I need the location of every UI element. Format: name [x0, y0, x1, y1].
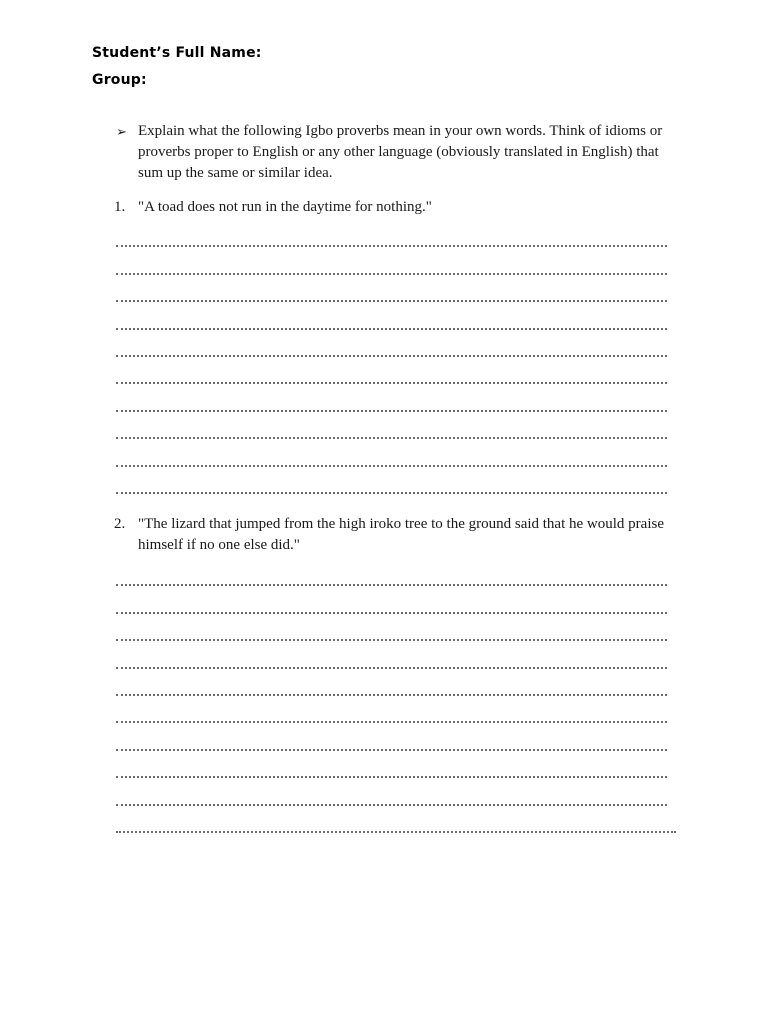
question-text: "A toad does not run in the daytime for nothing."	[138, 199, 432, 215]
answer-line[interactable]	[116, 790, 676, 817]
answer-line[interactable]	[116, 571, 676, 598]
answer-line[interactable]	[116, 451, 676, 478]
question-text: "The lizard that jumped from the high iroko tree to the ground said that he would praise himself if no one else did."	[138, 516, 664, 553]
answer-line[interactable]	[116, 598, 676, 625]
answer-line[interactable]	[116, 396, 676, 423]
student-name-label: Student’s Full Name:	[92, 45, 262, 61]
answer-line[interactable]	[116, 342, 676, 369]
answer-line[interactable]	[116, 626, 676, 653]
answer-line[interactable]	[116, 479, 676, 506]
answer-line[interactable]	[116, 424, 676, 451]
group-label: Group:	[92, 72, 147, 88]
question-number: 1.	[114, 199, 126, 215]
arrow-bullet-icon: ➢	[116, 124, 127, 139]
answer-area-1[interactable]	[116, 232, 676, 506]
answer-line[interactable]	[116, 287, 676, 314]
question-1	[114, 197, 674, 218]
answer-area-2[interactable]	[116, 571, 676, 845]
instruction-paragraph	[116, 121, 676, 184]
question-number: 2.	[114, 516, 126, 532]
answer-line[interactable]	[116, 259, 676, 286]
answer-line[interactable]	[116, 653, 676, 680]
answer-line[interactable]	[116, 681, 676, 708]
answer-line[interactable]	[116, 232, 676, 259]
answer-line[interactable]	[116, 818, 676, 845]
answer-line[interactable]	[116, 735, 676, 762]
answer-line[interactable]	[116, 763, 676, 790]
answer-line[interactable]	[116, 314, 676, 341]
instruction-text: Explain what the following Igbo proverbs mean in your own words. Think of idioms or proverbs proper to English or any other language (obviously translated in English) that sum up the same or similar idea.	[138, 123, 663, 181]
answer-line[interactable]	[116, 369, 676, 396]
answer-line[interactable]	[116, 708, 676, 735]
question-2	[114, 514, 674, 556]
